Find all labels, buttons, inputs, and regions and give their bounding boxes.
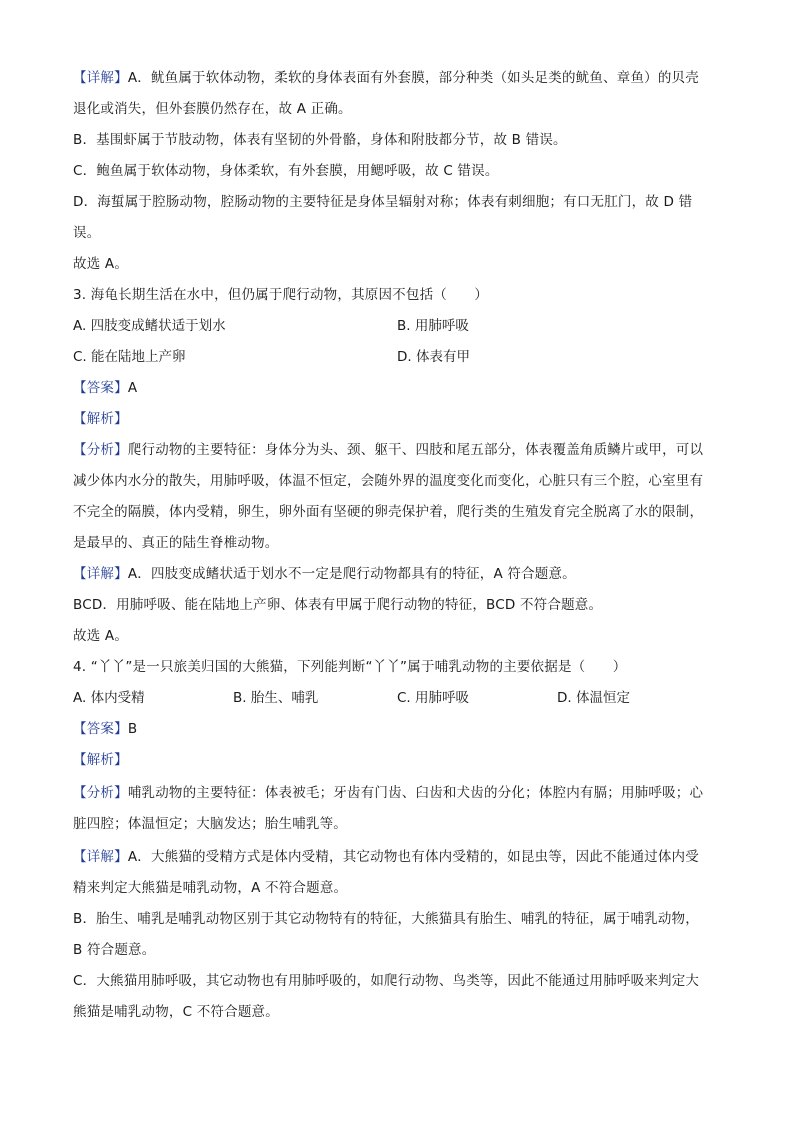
q4-analysis-line-1 bbox=[73, 783, 703, 803]
q3-detail-line-2: BCD．用肺呼吸、能在陆地上产卵、体表有甲属于爬行动物的特征，BCD 不符合题意。 bbox=[73, 597, 603, 613]
q3-option-d: D. 体表有甲 bbox=[397, 349, 470, 365]
q2-detail-option-b: B．基围虾属于节肢动物，体表有坚韧的外骨骼，身体和附肢都分节，故 B 错误。 bbox=[73, 132, 567, 148]
detail-text: A．四肢变成鳍状适于划水不一定是爬行动物都具有的特征，A 符合题意。 bbox=[127, 566, 576, 582]
q2-detail-option-d-2: 误。 bbox=[73, 225, 101, 241]
answer-tag: 【答案】 bbox=[73, 721, 128, 737]
q3-detail-line-1 bbox=[73, 564, 576, 584]
q3-stem: 3. 海龟长期生活在水中，但仍属于爬行动物，其原因不包括（ ） bbox=[73, 287, 489, 303]
q3-analysis-heading: 【解析】 bbox=[73, 411, 128, 427]
answer-value: A bbox=[127, 380, 138, 396]
q2-detail-line-1 bbox=[73, 68, 699, 88]
q3-option-c: C. 能在陆地上产卵 bbox=[73, 349, 186, 365]
q4-option-b: B. 胎生、哺乳 bbox=[233, 690, 319, 706]
q3-option-a: A. 四肢变成鳍状适于划水 bbox=[73, 318, 226, 334]
q3-answer bbox=[73, 378, 137, 398]
q4-option-a: A. 体内受精 bbox=[73, 690, 145, 706]
q4-detail-line-1 bbox=[73, 847, 699, 867]
q4-detail-line-5: C．大熊猫用肺呼吸，其它动物也有用肺呼吸的，如爬行动物、鸟类等，因此不能通过用肺呼吸来判定大 bbox=[73, 973, 700, 989]
analysis-tag: 【分析】 bbox=[73, 442, 128, 458]
q2-detail-option-d-1: D．海蜇属于腔肠动物，腔肠动物的主要特征是身体呈辐射对称；体表有刺细胞；有口无肛门，故 D 错 bbox=[73, 194, 693, 210]
answer-value: B bbox=[127, 721, 138, 737]
q4-analysis-heading: 【解析】 bbox=[73, 752, 128, 768]
q3-analysis-line-1 bbox=[73, 440, 703, 460]
q2-detail-line-2: 退化或消失，但外套膜仍然存在，故 A 正确。 bbox=[73, 101, 352, 117]
q3-analysis-line-4: 是最早的、真正的陆生脊椎动物。 bbox=[73, 535, 279, 551]
q4-option-c: C. 用肺呼吸 bbox=[397, 690, 470, 706]
detail-tag: 【详解】 bbox=[73, 566, 128, 582]
q4-detail-line-2: 精来判定大熊猫是哺乳动物，A 不符合题意。 bbox=[73, 880, 348, 896]
detail-text: A．大熊猫的受精方式是体内受精，其它动物也有体内受精的，如昆虫等，因此不能通过体内受 bbox=[127, 849, 699, 865]
q4-option-d: D. 体温恒定 bbox=[557, 690, 630, 706]
q4-answer bbox=[73, 719, 137, 739]
detail-text: A．鱿鱼属于软体动物，柔软的身体表面有外套膜，部分种类（如头足类的鱿鱼、章鱼）的贝壳 bbox=[127, 70, 699, 86]
q4-detail-line-3: B．胎生、哺乳是哺乳动物区别于其它动物特有的特征，大熊猫具有胎生、哺乳的特征，属于哺乳动物， bbox=[73, 911, 699, 927]
q4-analysis-line-2: 脏四腔；体温恒定；大脑发达；胎生哺乳等。 bbox=[73, 816, 347, 832]
detail-tag: 【详解】 bbox=[73, 849, 128, 865]
q4-detail-line-6: 熊猫是哺乳动物，C 不符合题意。 bbox=[73, 1004, 279, 1020]
answer-tag: 【答案】 bbox=[73, 380, 128, 396]
q2-detail-option-c: C．鲍鱼属于软体动物，身体柔软，有外套膜，用鳃呼吸，故 C 错误。 bbox=[73, 163, 499, 179]
q4-detail-line-4: B 符合题意。 bbox=[73, 942, 156, 958]
analysis-text: 爬行动物的主要特征：身体分为头、颈、躯干、四肢和尾五部分，体表覆盖角质鳞片或甲，可以 bbox=[127, 442, 704, 458]
q2-choose: 故选 A。 bbox=[73, 256, 129, 272]
q3-analysis-line-2: 减少体内水分的散失，用肺呼吸，体温不恒定，会随外界的温度变化而变化，心脏只有三个腔，心室里有 bbox=[73, 473, 704, 489]
detail-tag: 【详解】 bbox=[73, 70, 128, 86]
analysis-tag: 【分析】 bbox=[73, 785, 128, 801]
q3-option-b: B. 用肺呼吸 bbox=[397, 318, 469, 334]
q4-stem: 4. “丫丫”是一只旅美归国的大熊猫，下列能判断“丫丫”属于哺乳动物的主要依据是（ ） bbox=[73, 659, 627, 675]
q3-choose: 故选 A。 bbox=[73, 628, 129, 644]
q3-analysis-line-3: 不完全的隔膜，体内受精，卵生，卵外面有坚硬的卵壳保护着，爬行类的生殖发育完全脱离了水的限制， bbox=[73, 504, 704, 520]
analysis-text: 哺乳动物的主要特征：体表被毛；牙齿有门齿、臼齿和犬齿的分化；体腔内有膈；用肺呼吸；心 bbox=[127, 785, 704, 801]
